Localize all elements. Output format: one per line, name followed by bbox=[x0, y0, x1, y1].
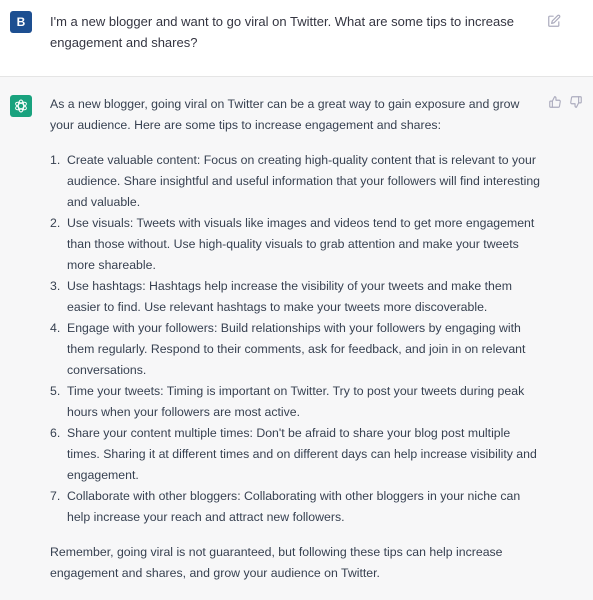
list-item bbox=[50, 423, 542, 486]
list-item-number: 5. bbox=[50, 384, 61, 398]
list-item-number: 4. bbox=[50, 321, 61, 335]
list-item-text: Use visuals: Tweets with visuals like images and videos tend to get more engagement than those without. Use high-quality visuals to grab attention and make your tweets more shareable. bbox=[67, 216, 535, 272]
user-message-text: I'm a new blogger and want to go viral on Twitter. What are some tips to increase engagement and shares? bbox=[50, 14, 514, 50]
assistant-message-row bbox=[0, 77, 593, 600]
assistant-intro: As a new blogger, going viral on Twitter can be a great way to gain exposure and grow your audience. Here are some tips to increase engagement and shares: bbox=[50, 97, 520, 132]
list-item bbox=[50, 486, 542, 528]
list-item-text: Collaborate with other bloggers: Collaborating with other bloggers in your niche can help increase your reach and attract new followers. bbox=[67, 489, 521, 524]
list-item bbox=[50, 276, 542, 318]
list-item-text: Create valuable content: Focus on creating high-quality content that is relevant to your audience. Share insightful and useful information that your followers will find interesting and valuable. bbox=[67, 153, 541, 209]
edit-icon[interactable] bbox=[547, 14, 561, 28]
assistant-message-content bbox=[50, 94, 542, 584]
list-item-number: 3. bbox=[50, 279, 61, 293]
thumbs-up-icon[interactable] bbox=[548, 95, 562, 109]
list-item bbox=[50, 213, 542, 276]
list-item-text: Use hashtags: Hashtags help increase the visibility of your tweets and make them easier to find. Use relevant hashtags to make your tweets more discoverable. bbox=[67, 279, 512, 314]
openai-logo-icon bbox=[10, 95, 32, 117]
tips-list bbox=[50, 150, 542, 528]
list-item-text: Time your tweets: Timing is important on Twitter. Try to post your tweets during peak hours when your followers are most active. bbox=[67, 384, 525, 419]
list-item-text: Engage with your followers: Build relationships with your followers by engaging with them regularly. Respond to their comments, ask for feedback, and join in on relevant conversations. bbox=[67, 321, 526, 377]
assistant-conclusion: Remember, going viral is not guaranteed, but following these tips can help increase engagement and shares, and grow your audience on Twitter. bbox=[50, 545, 503, 580]
list-item-number: 1. bbox=[50, 153, 61, 167]
list-item-number: 6. bbox=[50, 426, 61, 440]
list-item bbox=[50, 318, 542, 381]
user-message-row bbox=[0, 0, 593, 77]
list-item bbox=[50, 150, 542, 213]
thumbs-down-icon[interactable] bbox=[569, 95, 583, 109]
list-item bbox=[50, 381, 542, 423]
user-avatar: B bbox=[10, 11, 32, 33]
list-item-text: Share your content multiple times: Don't be afraid to share your blog post multiple times. Sharing it at different times and on different days can help increase visibility and engagement. bbox=[67, 426, 537, 482]
list-item-number: 2. bbox=[50, 216, 61, 230]
list-item-number: 7. bbox=[50, 489, 61, 503]
